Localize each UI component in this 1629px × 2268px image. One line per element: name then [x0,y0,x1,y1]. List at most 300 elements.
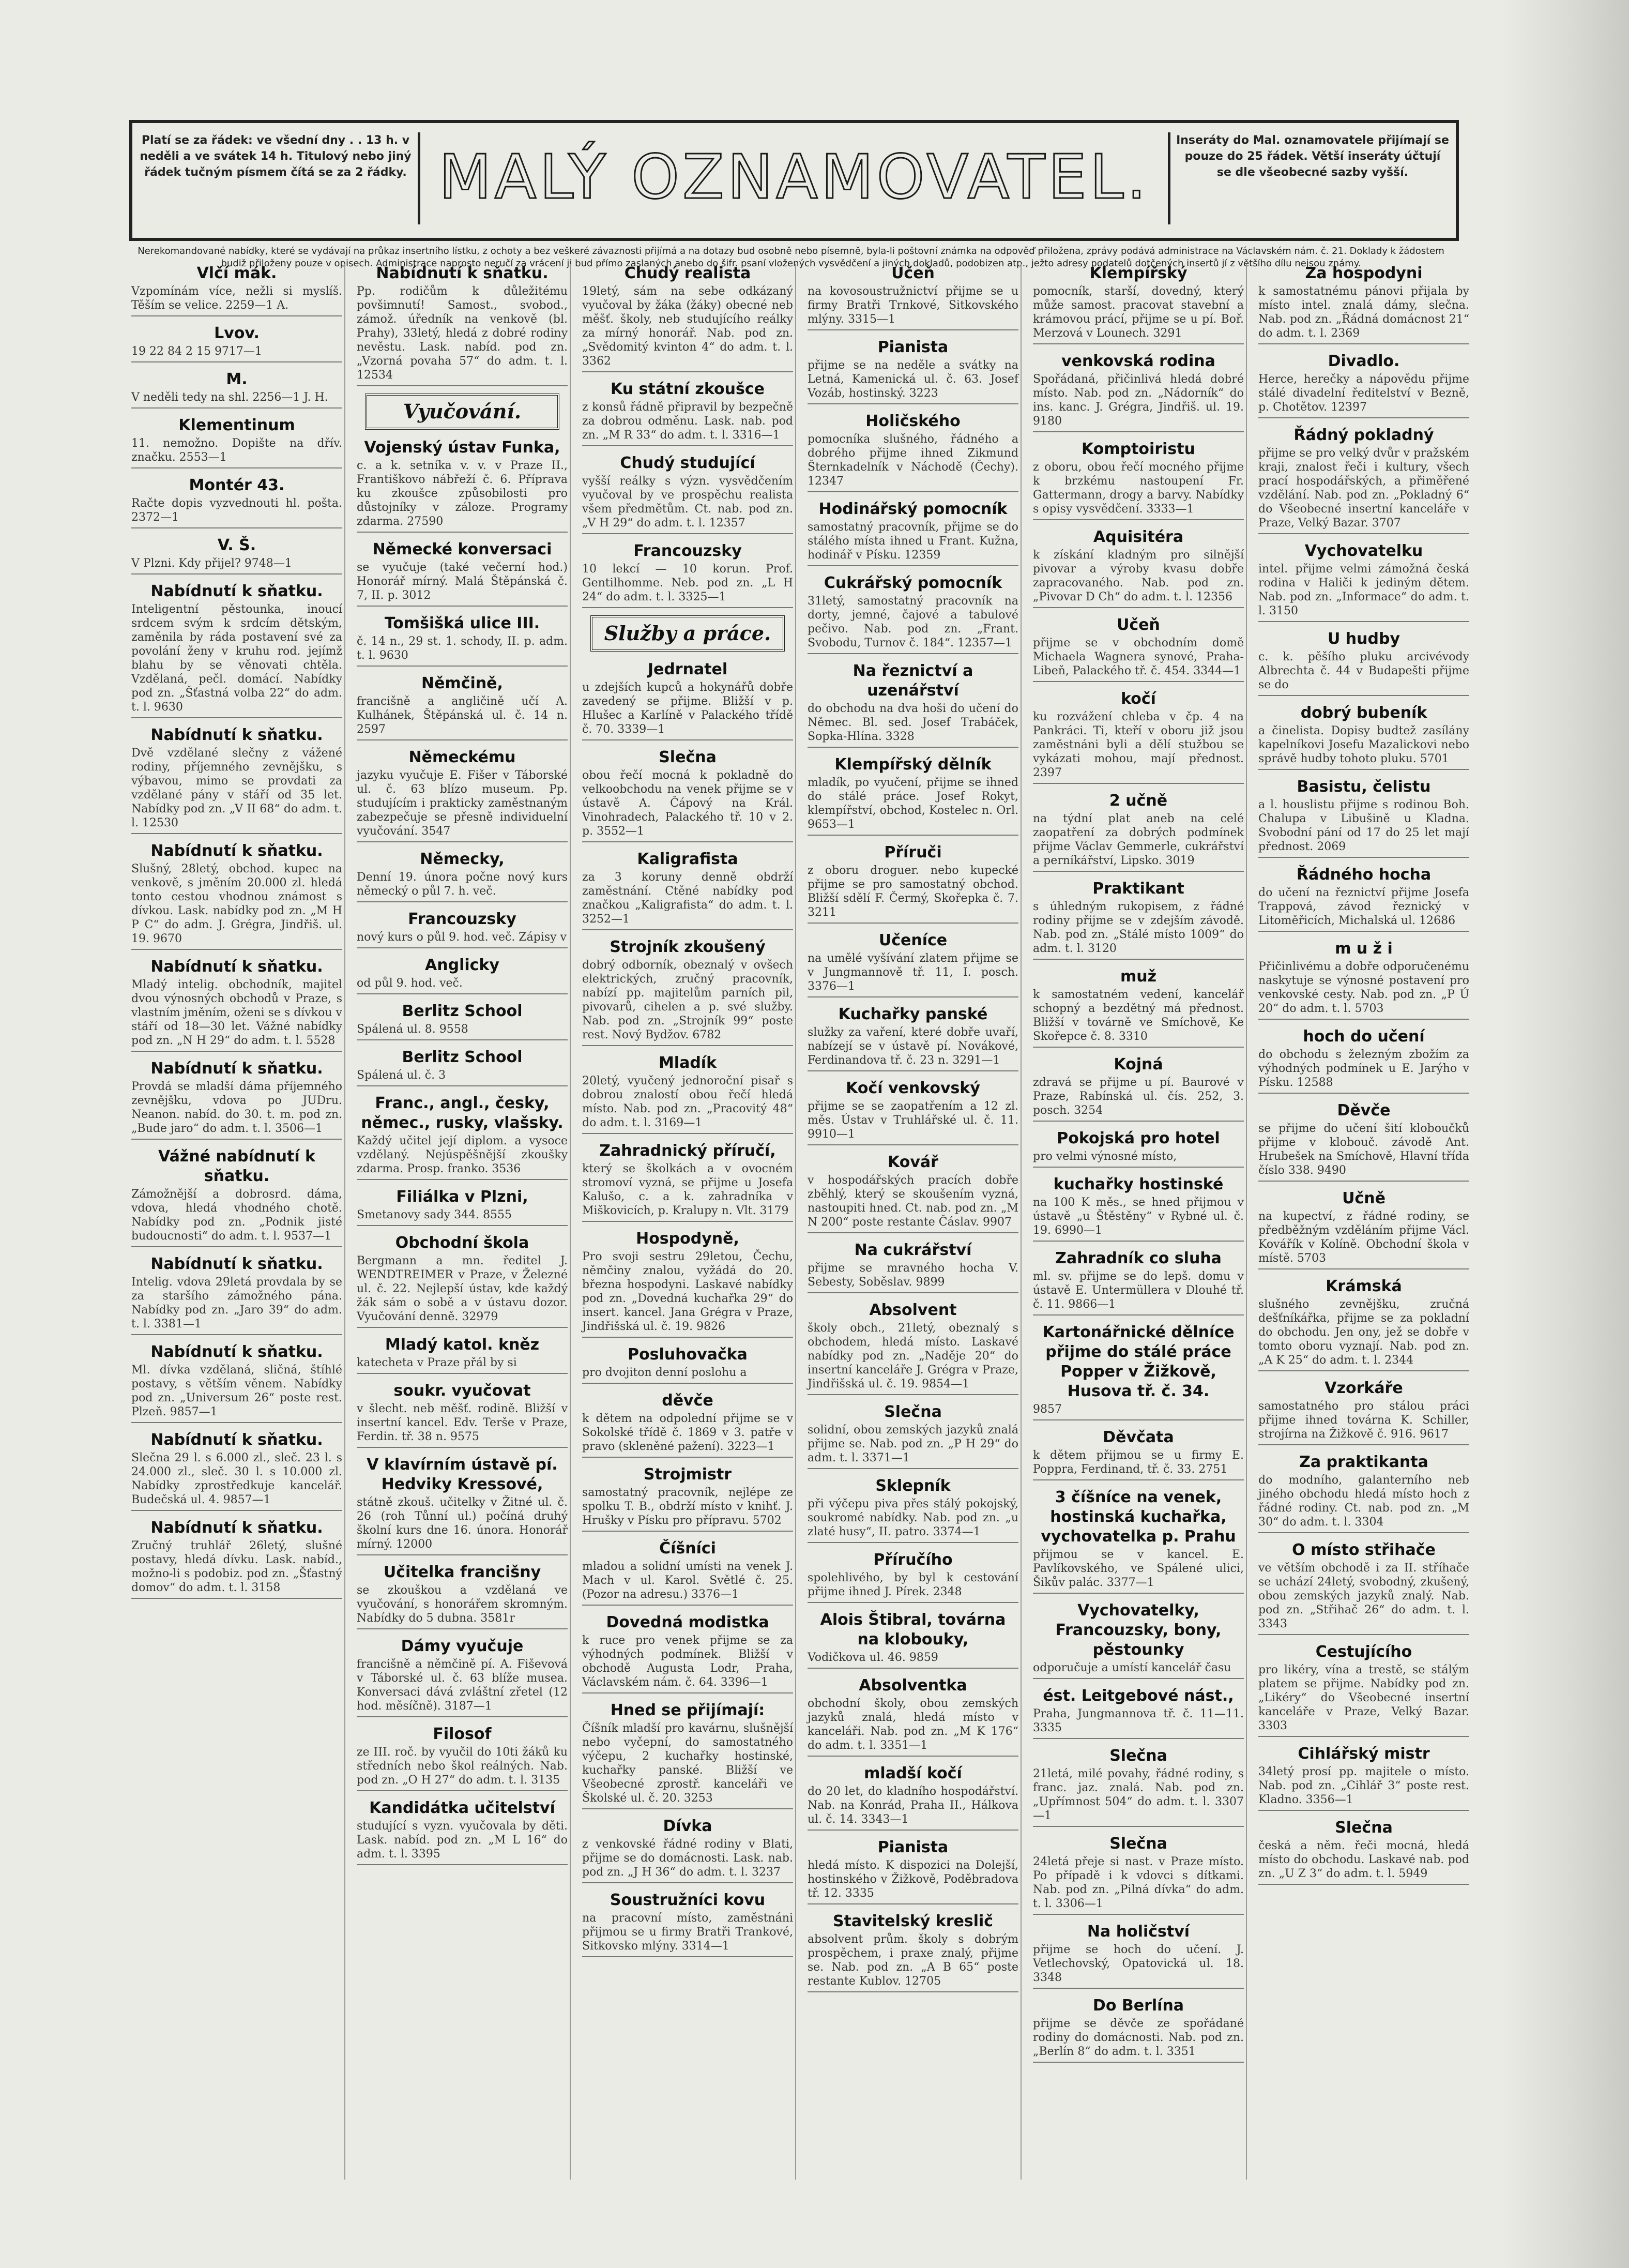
ad-text: Mladý intelig. obchodník, majitel dvou výnosných obchodů v Praze, s vlastním jměním, oženi se s dívkou v stáří od 18—30 let. Vážné nabídky pod zn. „N H 29“ do adm. t. l. 5528 [131,978,342,1047]
ad-title: mladší kočí [864,1764,962,1782]
ad-title: Za hospodyni [1305,264,1423,282]
ad-text: Slušný, 28letý, obchod. kupec na venkově, s jměním 20.000 zl. hledá tonto cestou vhodnou známost s dívkou. Lask. nabídky pod zn. „M H P C“ do adm. J. Grégra, Jindřiš. ul. 19. 9670 [131,863,342,945]
ad-title: O místo střihače [1292,1541,1436,1559]
ad-text: zdravá se přijme u pí. Baurové v Praze, Rabínská ul. čís. 252, 3. posch. 3254 [1033,1076,1244,1117]
ad-text: Slečna 29 l. s 6.000 zl., sleč. 23 l. s 24.000 zl., sleč. 30 l. s 10.000 zl. Nabídky zprostředkuje kancelář. Budečská ul. 4. 9857—1 [131,1451,342,1506]
ad-text: obou řečí mocná k pokladně do velkoobchodu na venek přijme se v ústavě A. Čápový na Král. Vinohradech, Palackého tř. 10 v 2. p. 3552—1 [582,769,793,838]
ad-title: Kaligrafista [637,850,738,868]
ad-title: Učně [1342,1189,1386,1207]
ad-title: Kočí venkovský [846,1079,980,1097]
classified-ad [582,1891,793,1957]
classified-ad [1033,1249,1244,1316]
ad-text: česká a něm. řeči mocná, hledá místo do obchodu. Laskavé nab. pod zn. „U Z 3“ do adm. t. l. 5949 [1258,1839,1469,1880]
ad-title: Vychovatelku [1304,542,1423,560]
ad-text: na 100 K měs., se hned přijmou v ústavě „u Štěstěny“ v Rybné ul. č. 19. 6990—1 [1033,1196,1244,1237]
classified-ad [131,957,342,1052]
classified-ad [1033,1428,1244,1480]
ad-title: Zahradnický příručí, [599,1142,776,1160]
classified-ad [1258,629,1469,696]
ad-text: Zručný truhlář 26letý, slušné postavy, hledá dívku. Lask. nabíd., možno-li s podobiz. pod zn. „Šťastný domov“ do adm. t. l. 3158 [131,1539,342,1594]
ad-text: Herce, herečky a nápovědu přijme stálé divadelní ředitelství v Bezně, p. Chotětov. 12397 [1258,373,1469,414]
ad-text: přijme se pro velký dvůr v pražském kraji, znalost řeči i kultury, všech prací hospodářských, a přiměřené vzdělání. Nab. pod zn. „Pokladný 6“ do Všeobecné insertní kanceláře v Praze, Velký Bazar. 3707 [1258,447,1469,530]
ad-text: absolvent prům. školy s dobrým prospěchem, i praxe znalý, přijme se. Nab. pod zn. „A B 65“ poste restante Kublov. 12705 [808,1933,1018,1988]
ad-text: francišně a němčině pí. A. Fiševová v Táborské ul. č. 63 blíže musea. Konversaci dává zvláštní zřetel (12 hod. měsíčně). 3187—1 [357,1658,568,1713]
classified-ad [1033,264,1244,344]
ad-title: M. [226,370,248,388]
section-heading: Služby a práce. [590,615,785,652]
ad-title: Strojník zkoušený [610,938,766,956]
ad-title: Absolvent [869,1301,957,1319]
ad-text: Inteligentní pěstounka, inoucí srdcem svým k srdcím dětským, zaměnila by ráda postavení své za povolání ženy v kruhu rod. jejímž blahu by se věnovati chtěla. Vzdělaná, pečl. domácí. Nabídky pod zn. „Šťastná volba 22“ do adm. t. l. 9630 [131,603,342,714]
ad-title: Alois Štibral, továrna na klobouky, [820,1611,1006,1649]
ad-title: Nabídnutí k sňatku. [150,1255,323,1273]
classified-ad [1033,1996,1244,2063]
classified-ad [1258,1101,1469,1182]
classified-ad [357,438,568,533]
classified-ad [1033,1488,1244,1594]
classified-ad [1033,615,1244,682]
ad-title: Slečna [1335,1819,1393,1837]
ad-title: Montér 43. [189,476,285,494]
ad-title: Strojmistr [643,1465,732,1484]
classified-ad [357,1725,568,1791]
ad-text: 21letá, milé povahy, řádné rodiny, s franc. jaz. znalá. Nab. pod zn. „Upřímnost 504“ do adm. t. l. 3307—1 [1033,1767,1244,1822]
ad-title: Učeníce [878,931,948,949]
classified-ad [1258,1744,1469,1811]
ad-title: m u ž i [1335,940,1393,958]
classified-ad [357,540,568,607]
ad-title: Kandidátka učitelství [369,1799,555,1817]
ad-text: k dětem přijmou se u firmy E. Poppra, Ferdinand, tř. č. 33. 2751 [1033,1449,1244,1476]
classified-ad [808,1764,1018,1831]
ad-text: Spálená ul. č. 3 [357,1069,446,1082]
ad-title: Lvov. [214,324,260,342]
ad-text: Račte dopis vyzvednouti hl. pošta. 2372—1 [131,497,342,524]
classified-ad [1033,1129,1244,1168]
ad-text: Pro svoji sestru 29letou, Čechu, němčiny znalou, vyžádá do 20. března hospodyni. Laskavé nabídky pod zn. „Dovedná kuchařka 29“ do insert. kancel. Jana Grégra v Praze, Jindřišská ul. č. 19. 9826 [582,1250,793,1333]
classified-ad [1258,1540,1469,1635]
classified-ad [808,264,1018,330]
classified-ad [1033,527,1244,608]
classified-ad [1033,440,1244,520]
ad-text: pro velmi výnosné místo, [1033,1150,1177,1163]
ad-text: Dvě vzdělané slečny z vážené rodiny, příjemného zevnějšku, s výbavou, mimo se provdati za vzdělané pány v stáří od 35 let. Nabídky pod zn. „V II 68“ do adm. t. l. 12530 [131,747,342,829]
ad-title: muž [1120,967,1157,986]
page-edge-shadow [1502,0,1629,2268]
ad-title: Na řeznictví a uzenářství [852,662,973,700]
ad-title: Na holičství [1087,1923,1190,1941]
ad-title: Nabídnutí k sňatku. [150,1343,323,1361]
ad-title: Německému [408,748,516,766]
ad-text: c. a k. setníka v. v. v Praze II., Františkovo nábřeží č. 6. Příprava ku zkoušce způsobilosti pro důstojníky v záloze. Programy zdarma. 27590 [357,459,568,528]
classified-ad [1033,1055,1244,1122]
classified-ad [1033,1746,1244,1827]
ad-text: 20letý, vyučený jednoroční pisař s dobrou znalostí obou řečí hledá místo. Nab. pod zn. „Pracovitý 48“ do adm. t. l. 3169—1 [582,1075,793,1129]
ad-text: pomocníka slušného, řádného a dobrého přijme ihned Zikmund Šternkadelník v Náchodě (Čechy). 12347 [808,433,1018,488]
ad-text: 11. nemožno. Dopište na dřív. značku. 2553—1 [131,437,342,464]
classified-ad [1258,1277,1469,1371]
classified-ad [131,1518,342,1599]
classified-ad [808,1153,1018,1233]
ad-title: Franc., angl., česky, němec., rusky, vlašsky. [361,1094,564,1132]
ad-title: Sklepník [875,1477,951,1495]
classified-ad [357,1637,568,1717]
ad-text: ve větším obchodě i za II. stříhače se uchází 24letý, svobodný, zkušený, obou zemských jazyků znalý. Nab. pod zn. „Střihač 26“ do adm. t. l. 3343 [1258,1562,1469,1630]
classified-ad [808,1476,1018,1543]
column-3 [580,264,796,2180]
column-1 [129,264,345,2180]
classified-columns [129,264,1478,2180]
ad-text: dobrý odborník, obeznalý v ovšech elektrických, zručný pracovník, nabízí pp. majitelům parních pil, pivovarů, cihelen a p. své služby. Nab. pod zn. „Strojník 99“ poste rest. Nový Bydžov. 6782 [582,959,793,1041]
ad-title: Aquisitéra [1093,528,1184,546]
classified-ad [357,850,568,902]
ad-text: Ml. dívka vzdělaná, sličná, štíhlé postavy, s větším věnem. Nabídky pod zn. „Universum 26“ poste rest. Plzeň. 9857—1 [131,1364,342,1418]
ad-title: Slečna [1109,1747,1167,1765]
ad-text: francišně a angličině učí A. Kulhánek, Štěpánská ul. č. 14 n. 2597 [357,695,568,736]
column-4 [805,264,1022,2180]
classified-ad [357,674,568,740]
ad-text: slušného zevnějšku, zručná dešťníkářka, přijme se za pokladní do obchodu. Jen ony, jež se dobře v tomto oboru vyznají. Nab. pod zn. „A K 25“ do adm. t. l. 2344 [1258,1298,1469,1367]
ad-text: přijme se hoch do učení. J. Vetlechovský, Opatovická ul. 18. 3348 [1033,1943,1244,1984]
ad-text: přijme se se zaopatřením a 12 zl. měs. Ústav v Truhlářské ul. č. 11. 9910—1 [808,1100,1018,1141]
ad-title: Klementinum [178,416,295,434]
classified-ad [131,536,342,574]
classified-ad [131,476,342,528]
ad-text: V Plzni. Kdy přijel? 9748—1 [131,557,292,570]
ad-title: Praktikant [1092,880,1184,898]
ad-text: Spořádaná, přičinlivá hledá dobré místo. Nab. pod zn. „Nádorník“ do ins. kanc. J. Grégra, Jindřiš. ul. 19. 9180 [1033,373,1244,428]
ad-title: Hospodyně, [636,1230,739,1248]
classified-ad [808,1912,1018,1992]
ad-title: Pokojská pro hotel [1057,1129,1220,1147]
ad-text: přijme se mravného hocha V. Sebesty, Soběslav. 9899 [808,1262,1018,1289]
ad-text: solidní, obou zemských jazyků znalá přijme se. Nab. pod zn. „P H 29“ do adm. t. l. 3371—1 [808,1424,1018,1464]
ad-title: ést. Leitgebové nást., [1043,1687,1234,1705]
classified-ad [582,748,793,842]
ad-text: přijmou se v kancel. E. Pavlíkovského, ve Spálené ulici, Šikův palác. 3377—1 [1033,1548,1244,1589]
classified-ad [357,1381,568,1448]
ad-text: Denní 19. února počne nový kurs německý o půl 7. h. več. [357,871,568,898]
classified-ad [582,850,793,930]
ad-title: Příruči [884,843,942,861]
ad-title: Nabídnutí k sňatku. [150,1060,323,1078]
ad-text: se zkouškou a vzdělaná ve vyučování, s honorářem skromným. Nabídky do 5 dubna. 3581r [357,1584,568,1625]
ad-text: spolehlivého, by byl k cestování přijme ihned J. Pírek. 2348 [808,1571,1018,1598]
ad-title: Příručího [873,1551,953,1569]
classified-ad [1033,967,1244,1048]
ad-text: a l. houslistu přijme s rodinou Boh. Chalupa v Libušině u Kladna. Svobodní pání od 17 do 25 let mají přednost. 2069 [1258,798,1469,853]
ad-text: školy obch., 21letý, obeznalý s obchodem, hledá místo. Laskavé nabídky pod zn. „Naděje 20“ do insertní kanceláře J. Grégra v Praze, Jindřišská ul. č. 19. 9854—1 [808,1322,1018,1390]
ad-text: přijme se na neděle a svátky na Letná, Kamenická ul. č. 63. Josef Vozáb, hostinský. 3223 [808,359,1018,400]
classified-ad [808,1301,1018,1395]
ad-text: mladou a solidní umísti na venek J. Mach v ul. Karol. Světlé č. 25. (Pozor na adresu.) 3376—1 [582,1560,793,1601]
ad-text: při výčepu piva přes stálý pokojský, soukromé nabídky. Nab. pod zn. „u zlaté husy“, II. patro. 3374—1 [808,1498,1018,1538]
ad-title: Dívka [663,1817,712,1835]
ad-title: Číšníci [659,1539,716,1558]
ad-title: venkovská rodina [1061,352,1215,370]
ad-title: V. Š. [217,536,256,554]
classified-ad [131,1059,342,1140]
classified-ad [357,1335,568,1374]
ad-text: k samostatnému pánovi přijala by místo intel. znalá dámy, slečna. Nab. pod zn. „Řádná domácnost 21“ do adm. t. l. 2369 [1258,285,1469,340]
classified-ad [1258,777,1469,858]
ad-text: Smetanovy sady 344. 8555 [357,1208,512,1221]
ad-title: Hned se přijímají: [610,1701,765,1719]
ad-title: Krámská [1326,1277,1402,1295]
classified-ad [131,416,342,468]
ad-title: 2 učně [1109,792,1168,810]
classified-ad [808,1241,1018,1293]
ad-title: Řádný pokladný [1293,426,1434,444]
ad-title: kočí [1121,690,1156,708]
ad-text: na umělé vyšívání zlatem přijme se v Jungmannově tř. 11, I. posch. 3376—1 [808,952,1018,993]
classified-ad [808,412,1018,492]
ad-title: Nabídnutí k sňatku. [150,1431,323,1449]
classified-ad [1033,1834,1244,1915]
ad-title: Vychovatelky, Francouzsky, bony, pěstounky [1055,1601,1222,1659]
ad-title: Kartonářnické dělníce přijme do stálé práce Popper v Žižkově, Husova tř. č. 34. [1042,1323,1235,1400]
ad-text: ze III. roč. by vyučil do 10ti žáků ku středních nebo škol reálných. Nab. pod zn. „O H 27“ do adm. t. l. 3135 [357,1746,568,1787]
classified-ad [808,1838,1018,1904]
ad-title: Hodinářský pomocník [818,500,1008,518]
ad-title: Nabídnutí k sňatku. [150,1519,323,1537]
classified-ad [582,1613,793,1694]
classified-ad [1258,1453,1469,1533]
ad-title: Děvčata [1103,1428,1174,1446]
ad-text: na pracovní místo, zaměstnáni přijmou se u firmy Bratři Trankové, Sitkovsko mlýny. 3314—1 [582,1912,793,1953]
ad-title: Dámy vyučuje [401,1637,524,1655]
ad-title: Jedrnatel [647,660,728,678]
column-5 [1031,264,1247,2180]
ad-title: Vážné nabídnutí k sňatku. [158,1147,315,1185]
ad-text: služky za vaření, které dobře uvaří, nabízejí se v ústavě pí. Novákové, Ferdinandova tř. č. 23 n. 3291—1 [808,1026,1018,1067]
classified-ad [582,380,793,446]
ad-title: soukr. vyučovat [393,1382,531,1400]
ad-text: samostatného pro stálou práci přijme ihned továrna K. Schiller, strojírna na Žižkově č. 916. 9617 [1258,1400,1469,1441]
classified-ad [1033,689,1244,784]
classified-ad [1258,541,1469,622]
ad-title: kuchařky hostinské [1053,1175,1224,1193]
ad-text: obchodní školy, obou zemských jazyků znalá, hledá místo v kanceláři. Nab. pod zn. „M K 176“ do adm. t. l. 3351—1 [808,1697,1018,1752]
classified-ad [1258,352,1469,418]
section-heading: Vyučování. [365,394,559,430]
classified-ad [131,582,342,718]
classified-ad [131,841,342,950]
ad-text: Číšník mladší pro kavárnu, slušnější nebo vyčepní, do samostatného výčepu, 2 kuchařky hostinské, kuchařky panské. Bližší ve Všeobecné zprostř. kanceláři ve Školské ul. č. 20. 3253 [582,1722,793,1805]
ad-title: Divadlo. [1328,352,1400,370]
ad-text: u zdejších kupců a hokynářů dobře zavedený se přijme. Bližší v p. Hlušec a Karlíně v Palackého třídě č. 70. 3339—1 [582,681,793,736]
column-2 [355,264,571,2180]
ad-text: č. 14 n., 29 st. 1. schody, II. p. adm. t. l. 9630 [357,635,568,662]
ad-text: Intelig. vdova 29letá provdala by se za staršího zámožného pána. Nabídky pod zn. „Jaro 39“ do adm. t. l. 3381—1 [131,1276,342,1330]
classified-ad [582,541,793,608]
ad-title: Dovedná modistka [606,1613,769,1631]
masthead [129,120,1459,241]
classified-ad [357,264,568,386]
ad-text: V neděli tedy na shl. 2256—1 J. H. [131,391,328,404]
classified-ad [1258,1189,1469,1269]
ad-text: katecheta v Praze přál by si [357,1356,517,1369]
ad-title: Klempířský dělník [834,755,992,774]
classified-ad [808,843,1018,924]
ad-title: děvče [662,1392,713,1410]
ad-title: Ku státní zkoušce [611,380,765,398]
classified-ad [808,1610,1018,1669]
ad-text: ku rozvážení chleba v čp. 4 na Pankráci. Ti, kteří v oboru již jsou zaměstnáni byli a dělí stužbou se vykázati mohou, mají přednost. 2397 [1033,710,1244,779]
ad-title: Berlitz School [402,1002,523,1020]
ad-text: se přijme do učení šití kloboučků přijme v klobouč. závodě Ant. Hrubešek na Smíchově, Hlavní třída číslo 338. 9490 [1258,1122,1469,1177]
classified-ad [1258,426,1469,534]
ad-text: vyšší reálky s význ. vysvědčením vyučoval by ve prospěchu realista všem předmětům. Ct. nab. pod zn. „V H 29“ do adm. t. l. 12357 [582,475,793,530]
ad-text: k ruce pro venek přijme se za výhodných podmínek. Bližší v obchodě Augusta Lodr, Praha, Václavském nám. č. 64. 3396—1 [582,1634,793,1689]
ad-text: intel. přijme velmi zámožná česká rodina v Haliči k jediným dětem. Nab. pod zn. „Informace“ do adm. t. l. 3150 [1258,563,1469,617]
ad-text: od půl 9. hod. več. [357,977,463,990]
ad-title: Kovář [888,1153,938,1171]
ad-title: Klempířský [1089,264,1188,282]
ad-title: Absolventka [859,1676,967,1695]
classified-ad [357,1233,568,1328]
ad-text: se vyučuje (také večerní hod.) Honorář mírný. Malá Štěpánská č. 7, II. p. 3012 [357,561,568,602]
ad-title: Komptoiristu [1082,440,1195,458]
ad-title: Kojná [1114,1055,1163,1073]
ad-text: přijme se v obchodním domě Michaela Wagnera synové, Praha-Libeň, Palackého tř. č. 454. 3344—1 [1033,637,1244,677]
ad-text: 10 lekcí — 10 korun. Prof. Gentilhomme. Neb. pod zn. „L H 24“ do adm. t. l. 3325—1 [582,563,793,603]
ad-title: Slečna [659,748,717,766]
classified-ad [1033,1175,1244,1242]
ad-text: 31letý, samostatný pracovník na dorty, jemné, čajové a tabulové pečivo. Nab. pod zn. „Frant. Svobodu, Turnov č. 184“. 12357—1 [808,595,1018,649]
ad-text: k dětem na odpolední přijme se v Sokolské třídě č. 1869 v 3. patře v pravo (skleněné pažení). 3223—1 [582,1412,793,1453]
classified-ad [1033,1686,1244,1739]
classified-ad [131,264,342,316]
ad-title: Mladý katol. kněz [385,1336,540,1354]
classified-ad [808,931,1018,997]
classified-ad [1033,352,1244,432]
ad-text: do obchodu na dva hoši do učení do Němec. Bl. sed. Josef Trabáček, Sopka-Hlína. 3328 [808,702,1018,743]
ad-text: s úhledným rukopisem, z řádné rodiny přijme se v zdejším závodě. Nab. pod zn. „Stálé místo 1009“ do adm. t. l. 3120 [1033,900,1244,955]
ad-title: Kuchařky panské [838,1005,988,1023]
ad-title: Soustružníci kovu [610,1891,766,1909]
classified-ad [1033,879,1244,960]
ad-title: hoch do učení [1303,1027,1425,1046]
classified-ad [808,1402,1018,1469]
ad-text: do obchodu s železným zbožím za výhodných podmínek u E. Jarýho v Písku. 12588 [1258,1048,1469,1089]
classified-ad [808,1676,1018,1757]
ad-text: 19letý, sám na sebe odkázaný vyučoval by žáka (žáky) obecné neb měšť. školy, neb studujícího reálky za mírný honorář. Nab. pod zn. „Svědomitý kvinton 4“ do adm. t. l. 3362 [582,285,793,368]
administration-notice: Nerekomandované nabídky, které se vydávají na průkaz insertního lístku, z ochoty a bez veškeré závaznosti přijímá a na dotazy bud osobně nebo písemně, byla-li poštovní známka na odpověď přiložena, zprávy podává administrace na Václavském nám. č. 21. Doklady k žádostem budiž přiloženy pouze v opisech. Administrace naprosto neručí za vrácení ji bud přímo zaslaných anebo do šifr. psaní vložených vysvědčení a jiných dokladů, podobizen atp., ježto adresy podatelů dotčených insertů jí z většího dílu nejsou známy. [138,246,1444,269]
classified-ad [808,661,1018,748]
classified-ad [1258,865,1469,932]
ad-text: odporučuje a umístí kancelář času [1033,1661,1231,1674]
ad-text: Provdá se mladší dáma příjemného zevnějšku, vdova po JUDru. Neanon. nabíd. do 30. t. m. pod zn. „Bude jaro“ do adm. t. l. 3506—1 [131,1080,342,1135]
ad-title: Cestujícího [1315,1643,1412,1661]
ad-text: Vzpomínám více, nežli si myslíš. Těším se velice. 2259—1 A. [131,285,342,312]
classified-ad [582,1817,793,1883]
ad-text: k získání kladným pro silnější pivovar a výroby kvasu dobře zapracovaného. Nab. pod zn. „Pivovar D Ch“ do adm. t. l. 12356 [1033,549,1244,603]
classified-ad [1033,1323,1244,1420]
classified-ad [582,1701,793,1809]
ad-title: Děvče [1337,1101,1391,1120]
ad-title: Na cukrářství [854,1241,972,1259]
ad-text: pomocník, starší, dovedný, který může samost. pracovat stavební a krámovou prácí, přijme se u pí. Boř. Merzová v Lounech. 3291 [1033,285,1244,340]
ad-text: mladík, po vyučení, přijme se ihned do stálé práce. Josef Rokyt, klempířství, obchod, Kostelec n. Orl. 9653—1 [808,776,1018,831]
classified-ad [1258,1379,1469,1445]
ad-text: Přičinlivému a dobře odporučenému naskytuje se výnosné postavení pro venkovské cesty. Nab. pod zn. „P Ú 20“ do adm. t. l. 5703 [1258,960,1469,1015]
classified-ad [582,1539,793,1606]
classified-ad [357,1048,568,1086]
ad-text: 34letý prosí pp. majitele o místo. Nab. pod zn. „Cihlář 3“ poste rest. Kladno. 3356—1 [1258,1765,1469,1806]
classified-ad [131,324,342,362]
classified-ad [131,370,342,409]
ad-text: hledá místo. K dispozici na Dolejší, hostinského v Žižkově, Poděbradova tř. 12. 3335 [808,1859,1018,1900]
ad-title: Učitelka francišny [383,1563,541,1581]
ad-title: dobrý bubeník [1300,704,1427,722]
ad-text: nový kurs o půl 9. hod. več. Zápisy v [357,931,567,944]
classified-ad [1033,791,1244,872]
ad-title: Zahradník co sluha [1055,1249,1222,1267]
classified-ad [357,748,568,842]
classified-ad [582,1465,793,1532]
ad-text: na týdní plat aneb na celé zaopatření za dobrých podmínek přijme Václav Gemmerle, cukrářství a perníkářství, Lipsko. 3019 [1033,812,1244,867]
ad-title: Německé konversaci [372,540,552,558]
ad-title: Filosof [433,1725,492,1743]
classified-ad [582,938,793,1046]
classified-ad [1258,1642,1469,1737]
ad-title: Slečna [884,1403,942,1421]
ad-title: U hudby [1327,630,1400,648]
ad-title: Stavitelský kreslič [832,1912,994,1930]
classified-ad [357,1563,568,1629]
ad-title: Obchodní škola [395,1234,529,1252]
ad-text: Pp. rodičům k důležitému povšimnutí! Samost., svobod., zámož. úředník na venkově (bl. Prahy), 33letý, hledá z dobré rodiny nevěstu. Lask. nabíd. pod zn. „Vzorná povaha 57“ do adm. t. l. 12534 [357,285,568,382]
ad-title: Francouzsky [408,910,516,928]
classified-ad [808,1005,1018,1071]
ad-text: Spálená ul. 8. 9558 [357,1023,468,1036]
ad-title: V klavírním ústavě pí. Hedviky Kressové, [367,1456,558,1493]
ad-title: Mladík [658,1054,717,1072]
ad-text: Vodičkova ul. 46. 9859 [808,1651,938,1664]
classified-ad [808,573,1018,654]
ad-title: Posluhovačka [628,1345,748,1364]
classified-ad [357,1002,568,1040]
ad-title: Cihlářský mistr [1298,1745,1430,1763]
classified-ad [582,453,793,534]
ad-title: Holičského [865,412,961,430]
column-6 [1256,264,1471,2180]
ad-title: 3 číšníce na venek, hostinská kuchařka, vychovatelka p. Prahu [1041,1488,1236,1546]
ad-title: Za praktikanta [1299,1453,1428,1471]
classified-ad [808,500,1018,566]
classified-ad [582,1345,793,1384]
classified-ad [808,1550,1018,1603]
ad-text: samostatný pracovník, nejlépe ze spolku T. B., obdrží místo v knihť. J. Hrušky v Písku pro přípravu. 5702 [582,1486,793,1527]
ad-title: Nabídnutí k sňatku. [150,726,323,744]
ad-text: ml. sv. přijme se do lepš. domu v ústavě E. Untermüllera v Dlouhé tř. č. 11. 9866—1 [1033,1270,1244,1311]
ad-title: Francouzsky [633,542,742,560]
classified-ad [582,1391,793,1458]
ad-text: a činelista. Dopisy budtež zasílány kapelníkovi Josefu Mazalickovi nebo správě hudby tohoto pluku. 5701 [1258,724,1469,765]
classified-ad [131,1254,342,1335]
ad-text: na kupectví, z řádné rodiny, se předběžným vzděláním přijme Václ. Kovářík v Kolíně. Obchodní škola v místě. 5703 [1258,1210,1469,1265]
classified-ad [131,725,342,834]
insert-rules-box: Inseráty do Mal. oznamovatele přijímají se pouze do 25 řádek. Větší inseráty účtují se dle všeobecné sazby vyšší. [1168,132,1450,224]
ad-text: na kovosoustružnictví přijme se u firmy Bratři Trnkové, Sitkovského mlýny. 3315—1 [808,285,1018,326]
ad-title: Němčině, [421,674,503,692]
classified-ad [1258,703,1469,770]
ad-text: přijme se děvče ze spořádané rodiny do domácnosti. Nab. pod zn. „Berlín 8“ do adm. t. l. 3351 [1033,2017,1244,2058]
ad-text: z venkovské řádné rodiny v Blati, přijme se do domácnosti. Lask. nab. pod zn. „J H 36“ do adm. t. l. 3237 [582,1838,793,1879]
classified-ad [1258,1818,1469,1885]
ad-title: Slečna [1109,1835,1167,1853]
